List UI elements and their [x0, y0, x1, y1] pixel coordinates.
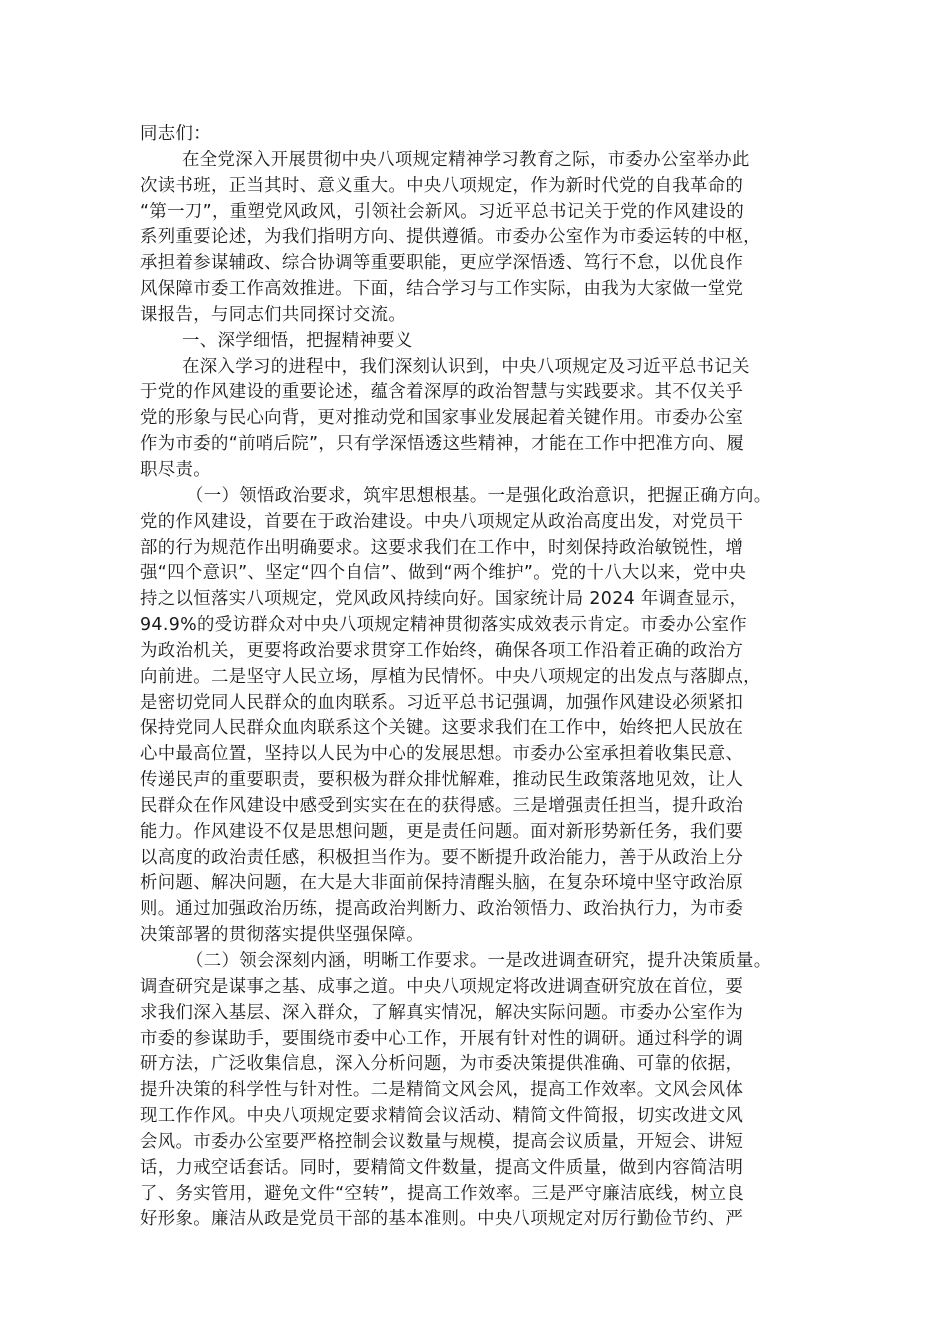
- paragraph-line: 会风。市委办公室要严格控制会议数量与规模，提高会议质量，开短会、讲短: [140, 1131, 744, 1152]
- paragraph-line: 则。通过加强政治历练，提高政治判断力、政治领悟力、政治执行力，为市委: [140, 899, 744, 920]
- paragraph-line: 民群众在作风建设中感受到实实在在的获得感。三是增强责任担当，提升政治: [140, 795, 744, 816]
- paragraph-line: 保持党同人民群众血肉联系这个关键。这要求我们在工作中，始终把人民放在: [140, 718, 744, 739]
- paragraph-line: 承担着参谋辅政、综合协调等重要职能，更应学深悟透、笃行不怠，以优良作: [140, 253, 744, 274]
- paragraph-line: 市委的参谋助手，要围绕市委中心工作，开展有针对性的调研。通过科学的调: [140, 1028, 744, 1049]
- paragraph-line: 能力。作风建设不仅是思想问题，更是责任问题。面对新形势新任务，我们要: [140, 821, 744, 842]
- paragraph-line: 课报告，与同志们共同探讨交流。: [140, 304, 407, 325]
- paragraph-line: 析问题、解决问题，在大是大非面前保持清醒头脑，在复杂环境中坚守政治原: [140, 873, 744, 894]
- paragraph-line: 现工作作风。中央八项规定要求精简会议活动、精简文件简报，切实改进文风: [140, 1106, 744, 1127]
- paragraph-line: 心中最高位置，坚持以人民为中心的发展思想。市委办公室承担着收集民意、: [140, 744, 744, 765]
- paragraph-line: 党的作风建设，首要在于政治建设。中央八项规定从政治高度出发，对党员干: [140, 511, 744, 532]
- subsection-heading-line: （一）领悟政治要求，筑牢思想根基。一是强化政治意识，把握正确方向。: [186, 485, 772, 506]
- paragraph-line: 传递民声的重要职责，要积极为群众排忧解难，推动民生政策落地见效，让人: [140, 770, 744, 791]
- paragraph-line: 次读书班，正当其时、意义重大。中央八项规定，作为新时代党的自我革命的: [140, 175, 744, 196]
- section-heading: 一、深学细悟，把握精神要义: [182, 330, 413, 351]
- paragraph-line: 强“四个意识”、坚定“四个自信”、做到“两个维护”。党的十八大以来，党中央: [140, 563, 747, 584]
- paragraph-line: 在全党深入开展贯彻中央八项规定精神学习教育之际，市委办公室举办此: [182, 149, 750, 170]
- paragraph-line: 了、务实管用，避免文件“空转”，提高工作效率。三是严守廉洁底线，树立良: [140, 1183, 745, 1204]
- paragraph-line: 向前进。二是坚守人民立场，厚植为民情怀。中央八项规定的出发点与落脚点，: [140, 666, 761, 687]
- paragraph-line: “第一刀”，重塑党风政风，引领社会新风。习近平总书记关于党的作风建设的: [140, 201, 745, 222]
- paragraph-line: 是密切党同人民群众的血肉联系。习近平总书记强调，加强作风建设必须紧扣: [140, 692, 744, 713]
- paragraph-line: 系列重要论述，为我们指明方向、提供遵循。市委办公室作为市委运转的中枢，: [140, 227, 761, 248]
- paragraph-line: 提升决策的科学性与针对性。二是精简文风会风，提高工作效率。文风会风体: [140, 1080, 744, 1101]
- paragraph-line: 决策部署的贯彻落实提供坚强保障。: [140, 925, 424, 946]
- paragraph-line: 党的形象与民心向背，更对推动党和国家事业发展起着关键作用。市委办公室: [140, 408, 744, 429]
- paragraph-line: 风保障市委工作高效推进。下面，结合学习与工作实际，由我为大家做一堂党: [140, 279, 744, 300]
- paragraph-line: 在深入学习的进程中，我们深刻认识到，中央八项规定及习近平总书记关: [182, 356, 750, 377]
- document-body: [140, 122, 810, 1259]
- paragraph-line: 调查研究是谋事之基、成事之道。中央八项规定将改进调查研究放在首位，要: [140, 976, 744, 997]
- paragraph-line: 职尽责。: [140, 459, 211, 480]
- paragraph-line: 以高度的政治责任感，积极担当作为。要不断提升政治能力，善于从政治上分: [140, 847, 744, 868]
- paragraph-line: 持之以恒落实八项规定，党风政风持续向好。国家统计局 2024 年调查显示，: [140, 589, 748, 610]
- paragraph-line: 话，力戒空话套话。同时，要精简文件数量，提高文件质量，做到内容简洁明: [140, 1157, 744, 1178]
- paragraph-line: 研方法，广泛收集信息，深入分析问题，为市委决策提供准确、可靠的依据，: [140, 1054, 744, 1075]
- paragraph-line: 于党的作风建设的重要论述，蕴含着深厚的政治智慧与实践要求。其不仅关乎: [140, 382, 744, 403]
- paragraph-line: 好形象。廉洁从政是党员干部的基本准则。中央八项规定对厉行勤俭节约、严: [140, 1209, 744, 1230]
- subsection-heading-line: （二）领会深刻内涵，明晰工作要求。一是改进调查研究，提升决策质量。: [186, 951, 772, 971]
- paragraph-line: 部的行为规范作出明确要求。这要求我们在工作中，时刻保持政治敏锐性，增: [140, 537, 744, 558]
- paragraph-line: [140, 1233, 810, 1259]
- paragraph-line: 求我们深入基层、深入群众，了解真实情况，解决实际问题。市委办公室作为: [140, 1002, 744, 1023]
- salutation: 同志们：: [140, 124, 211, 144]
- paragraph-line: 作为市委的“前哨后院”，只有学深悟透这些精神，才能在工作中把准方向、履: [140, 434, 745, 455]
- paragraph-line: 94.9%的受访群众对中央八项规定精神贯彻落实成效表示肯定。市委办公室作: [140, 615, 747, 636]
- paragraph-line: 为政治机关，更要将政治要求贯穿工作始终，确保各项工作沿着正确的政治方: [140, 640, 744, 661]
